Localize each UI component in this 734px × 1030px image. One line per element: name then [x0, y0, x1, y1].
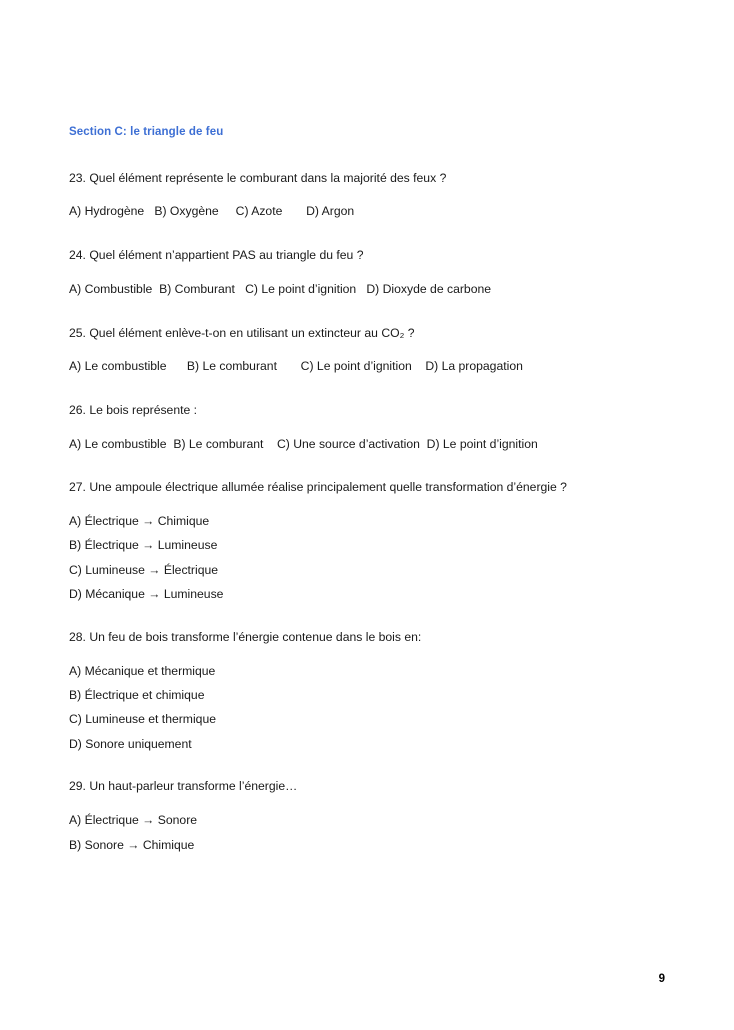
options-list-29	[69, 812, 665, 853]
question-text-23: 23. Quel élément représente le comburant dans la majorité des feux ?	[69, 170, 447, 185]
question-block-23	[69, 170, 665, 221]
question-block-25	[69, 325, 665, 376]
option-item[interactable]: B) Électrique → Lumineuse	[69, 538, 218, 553]
question-text-25: 25. Quel élément enlève-t-on en utilisant un extincteur au CO₂ ?	[69, 325, 415, 340]
section-heading: Section C: le triangle de feu	[69, 126, 224, 138]
question-block-28	[69, 629, 665, 753]
option-item[interactable]: A) Électrique → Sonore	[69, 813, 198, 828]
options-row-26[interactable]: A) Le combustible B) Le comburant C) Une source d’activation D) Le point d’ignition	[69, 436, 538, 451]
question-text-26: 26. Le bois représente :	[69, 402, 198, 417]
options-list-28	[69, 663, 665, 753]
option-item[interactable]: D) Sonore uniquement	[69, 736, 192, 751]
page-number: 9	[658, 973, 665, 985]
option-item[interactable]: A) Mécanique et thermique	[69, 663, 216, 678]
question-block-24	[69, 247, 665, 298]
option-item[interactable]: C) Lumineuse → Électrique	[69, 562, 219, 577]
question-text-24: 24. Quel élément n’appartient PAS au triangle du feu ?	[69, 248, 364, 263]
question-text-28: 28. Un feu de bois transforme l’énergie contenue dans le bois en:	[69, 629, 422, 644]
options-row-23[interactable]: A) Hydrogène B) Oxygène C) Azote D) Argon	[69, 204, 355, 219]
options-list-27	[69, 513, 665, 603]
option-item[interactable]: B) Sonore → Chimique	[69, 837, 195, 852]
question-text-29: 29. Un haut-parleur transforme l’énergie…	[69, 779, 298, 794]
option-item[interactable]: B) Électrique et chimique	[69, 688, 205, 703]
option-item[interactable]: C) Lumineuse et thermique	[69, 712, 216, 727]
options-row-25[interactable]: A) Le combustible B) Le comburant C) Le point d’ignition D) La propagation	[69, 359, 523, 374]
options-row-24[interactable]: A) Combustible B) Comburant C) Le point d’ignition D) Dioxyde de carbone	[69, 281, 492, 296]
question-text-27: 27. Une ampoule électrique allumée réalise principalement quelle transformation d’énergie ?	[69, 480, 567, 495]
question-block-26	[69, 402, 665, 453]
option-item[interactable]: A) Électrique → Chimique	[69, 513, 210, 528]
question-block-27	[69, 479, 665, 603]
option-item[interactable]: D) Mécanique → Lumineuse	[69, 587, 224, 602]
question-block-29	[69, 778, 665, 853]
